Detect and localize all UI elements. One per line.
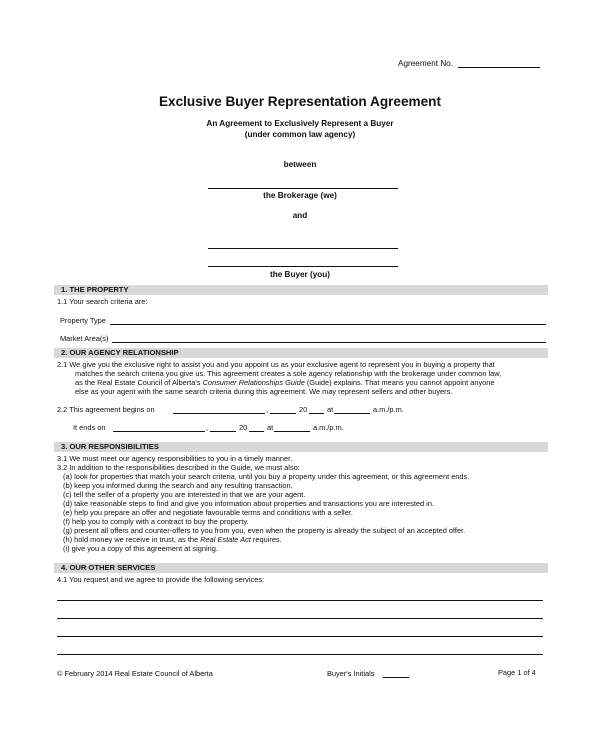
responsibility-g: (g) present all offers and counter-offers to you from you, even when the property is already the subject of an accepted offer. (63, 526, 466, 535)
responsibility-h-text: (h) hold money we receive in trust, as the (63, 535, 201, 544)
clause-2-1-line-2: matches the search criteria you give us. This agreement creates a sole agency relationship with the brokerage under common law, (75, 369, 502, 378)
buyer-label: the Buyer (you) (269, 270, 331, 279)
responsibility-i: (i) give you a copy of this agreement at signing. (63, 544, 218, 553)
brokerage-name-field[interactable] (208, 188, 398, 189)
section-1-header (54, 285, 548, 295)
begins-at-label: at (327, 405, 334, 414)
buyer-initials-field[interactable] (383, 677, 409, 678)
clause-3-2: 3.2 In addition to the responsibilities described in the Guide, we must also: (57, 463, 300, 472)
begins-label: 2.2 This agreement begins on (57, 405, 155, 414)
property-type-label: Property Type (60, 316, 106, 325)
responsibility-h-text-cont: requires. (250, 535, 282, 544)
section-2-heading: 2. OUR AGENCY RELATIONSHIP (61, 348, 179, 357)
begins-time-field[interactable] (334, 413, 370, 414)
clause-2-1-line-4: else as your agent with the same search criteria during this agreement. We may represent sellers and other buyers. (75, 387, 453, 396)
property-type-field[interactable] (110, 324, 546, 325)
clause-2-1-line-1: 2.1 We give you the exclusive right to assist you and you appoint us as your exclusive agent to represent you in buying a property that (57, 360, 495, 369)
services-line-4[interactable] (57, 654, 543, 655)
ends-comma: , (206, 423, 209, 432)
clause-2-1-text: as the Real Estate Council of Alberta's (75, 378, 203, 387)
buyer-initials-label: Buyer's Initials (327, 669, 375, 678)
clause-2-1-text-cont: (Guide) explains. That means you cannot appoint anyone (304, 378, 495, 387)
begins-year-field[interactable] (309, 413, 324, 414)
responsibility-b: (b) keep you informed during the search and any resulting transaction. (63, 481, 293, 490)
guide-title: Consumer Relationships Guide (202, 378, 305, 387)
begins-day-field[interactable] (270, 413, 296, 414)
search-criteria-label: 1.1 Your search criteria are: (57, 297, 148, 306)
market-areas-field[interactable] (112, 342, 546, 343)
clause-3-1: 3.1 We must meet our agency responsibilities to you in a timely manner. (57, 454, 293, 463)
ends-at-label: at (267, 423, 274, 432)
real-estate-act: Real Estate Act (200, 535, 251, 544)
services-line-3[interactable] (57, 636, 543, 637)
responsibility-h (63, 535, 282, 544)
and-label: and (292, 211, 308, 220)
begins-date-field[interactable] (173, 413, 265, 414)
subtitle: An Agreement to Exclusively Represent a Buyer (206, 119, 394, 128)
services-line-1[interactable] (57, 600, 543, 601)
services-line-2[interactable] (57, 618, 543, 619)
ends-year-label: 20 (239, 423, 248, 432)
page-number: Page 1 of 4 (498, 668, 536, 677)
responsibility-f: (f) help you to comply with a contract to buy the property. (63, 517, 249, 526)
begins-year-label: 20 (299, 405, 308, 414)
section-4-header (54, 563, 548, 573)
clause-2-1-line-3 (75, 378, 495, 387)
responsibility-c: (c) tell the seller of a property you are interested in that we are your agent. (63, 490, 306, 499)
section-3-heading: 3. OUR RESPONSIBILITIES (61, 442, 159, 451)
section-3-header (54, 442, 548, 452)
brokerage-label: the Brokerage (we) (263, 191, 337, 200)
responsibility-d: (d) take reasonable steps to find and give you information about properties and transactions you are interested in. (63, 499, 434, 508)
ends-time-field[interactable] (274, 431, 310, 432)
section-4-heading: 4. OUR OTHER SERVICES (61, 563, 156, 572)
ends-day-field[interactable] (210, 431, 236, 432)
buyer-name-field-2[interactable] (208, 266, 398, 267)
ends-year-field[interactable] (249, 431, 264, 432)
ends-date-field[interactable] (113, 431, 205, 432)
copyright-text: © February 2014 Real Estate Council of Alberta (57, 669, 213, 678)
ends-ampm-label: a.m./p.m. (313, 423, 344, 432)
buyer-name-field-1[interactable] (208, 248, 398, 249)
market-areas-label: Market Area(s) (60, 334, 109, 343)
subtitle-agency: (under common law agency) (244, 130, 356, 139)
section-2-header (54, 348, 548, 358)
ends-label: It ends on (73, 423, 106, 432)
between-label: between (283, 160, 317, 169)
begins-comma: , (266, 405, 269, 414)
agreement-no-field[interactable] (458, 67, 540, 68)
clause-4-1: 4.1 You request and we agree to provide the following services: (57, 575, 265, 584)
section-1-heading: 1. THE PROPERTY (61, 285, 129, 294)
begins-ampm-label: a.m./p.m. (373, 405, 404, 414)
responsibility-e: (e) help you prepare an offer and negotiate favourable terms and conditions with a seller. (63, 508, 353, 517)
document-title: Exclusive Buyer Representation Agreement (158, 94, 442, 109)
agreement-no-label: Agreement No. (398, 59, 454, 68)
responsibility-a: (a) look for properties that match your search criteria, until you buy a property under this agreement, or this agreement ends. (63, 472, 470, 481)
